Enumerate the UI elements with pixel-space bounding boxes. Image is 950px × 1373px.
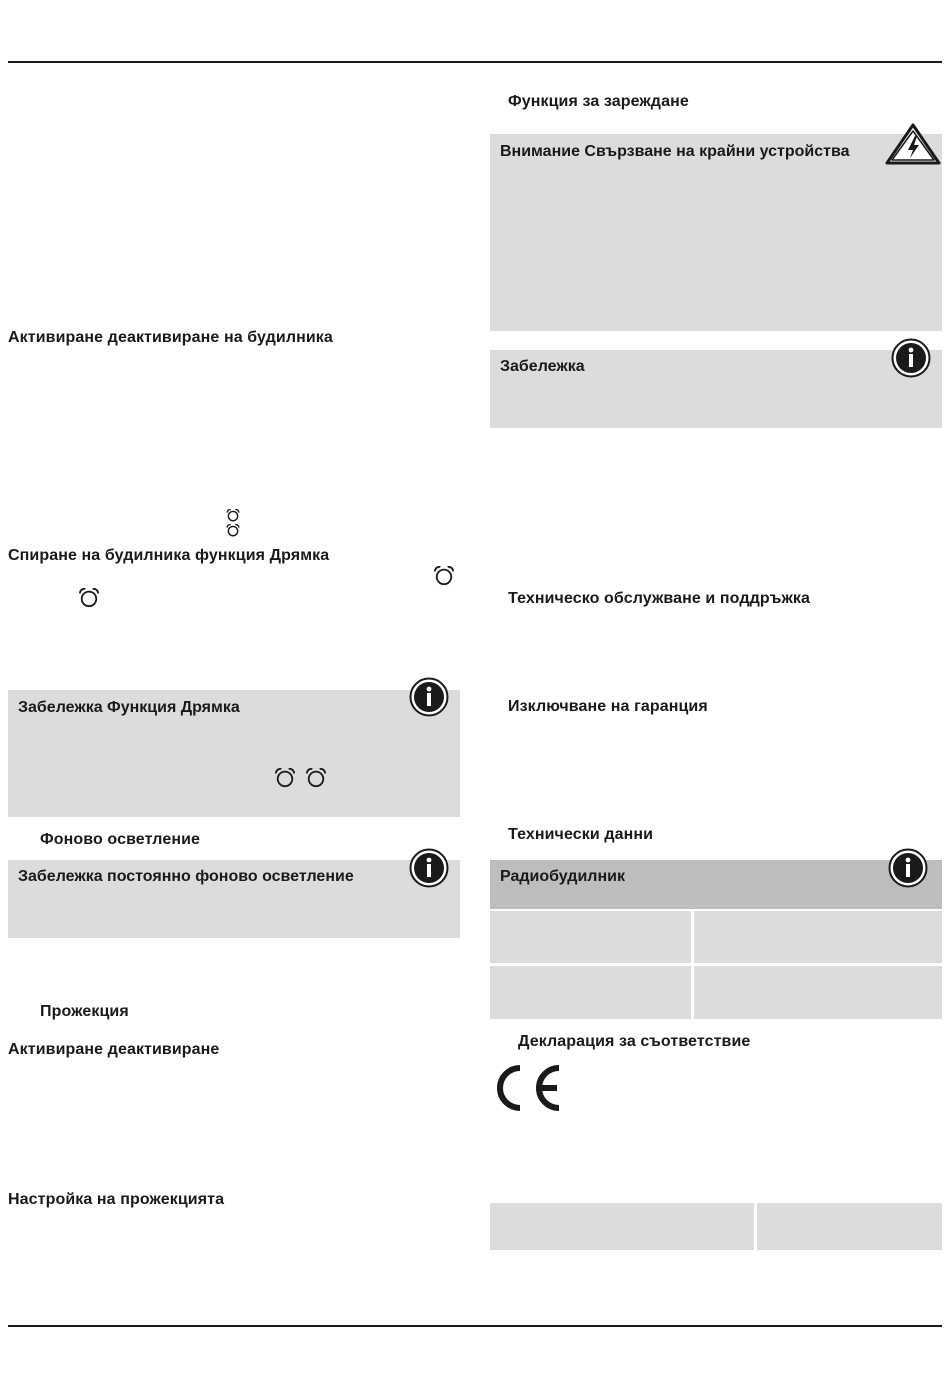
info-icon [888, 848, 928, 888]
note-box-backlight [8, 860, 460, 938]
heading-projection-setup: Настройка на прожекцията [8, 1191, 225, 1208]
alarm-clock-icon-small-1 [226, 509, 240, 522]
table-cell [490, 911, 691, 963]
ce-mark-logo [489, 1062, 563, 1119]
tech-table-title: Радиобудилник [500, 868, 625, 885]
alarm-clock-icon [78, 588, 100, 608]
heading-warranty: Изключване на гаранция [508, 698, 708, 715]
heading-alarm-onoff: Активиране деактивиране на будилника [8, 329, 333, 346]
alarm-clock-icon [274, 768, 296, 788]
table-cell [757, 1203, 942, 1250]
note-title: Забележка [500, 358, 585, 375]
heading-activation: Активиране деактивиране [8, 1041, 220, 1058]
info-icon [409, 677, 449, 717]
heading-charging: Функция за зареждане [508, 93, 689, 110]
note-box-snooze [8, 690, 460, 817]
info-icon [409, 848, 449, 888]
warning-title: Внимание Свързване на крайни устройства [500, 143, 850, 160]
table-cell [490, 1203, 754, 1250]
heading-tech-data: Технически данни [508, 826, 654, 843]
table-cell [490, 966, 691, 1019]
high-voltage-warning-icon [884, 122, 942, 166]
top-rule [8, 61, 942, 63]
bottom-rule [8, 1325, 942, 1327]
info-icon [891, 338, 931, 378]
note-title: Забележка постоянно фоново осветление [18, 868, 354, 885]
table-cell [694, 911, 942, 963]
heading-snooze: Спиране на будилника функция Дрямка [8, 547, 330, 564]
table-cell [694, 966, 942, 1019]
warning-box [490, 134, 942, 331]
tech-table-header [490, 860, 942, 909]
heading-projection: Прожекция [40, 1003, 129, 1020]
alarm-clock-icon [433, 566, 455, 586]
note-box [490, 350, 942, 428]
heading-maintenance: Техническо обслужване и поддръжка [508, 590, 811, 607]
heading-declaration: Декларация за съответствие [518, 1033, 751, 1050]
note-title: Забележка Функция Дрямка [18, 699, 240, 716]
alarm-clock-icon-small-2 [226, 524, 240, 537]
alarm-clock-icon [305, 768, 327, 788]
heading-backlight: Фоново осветление [40, 831, 201, 848]
